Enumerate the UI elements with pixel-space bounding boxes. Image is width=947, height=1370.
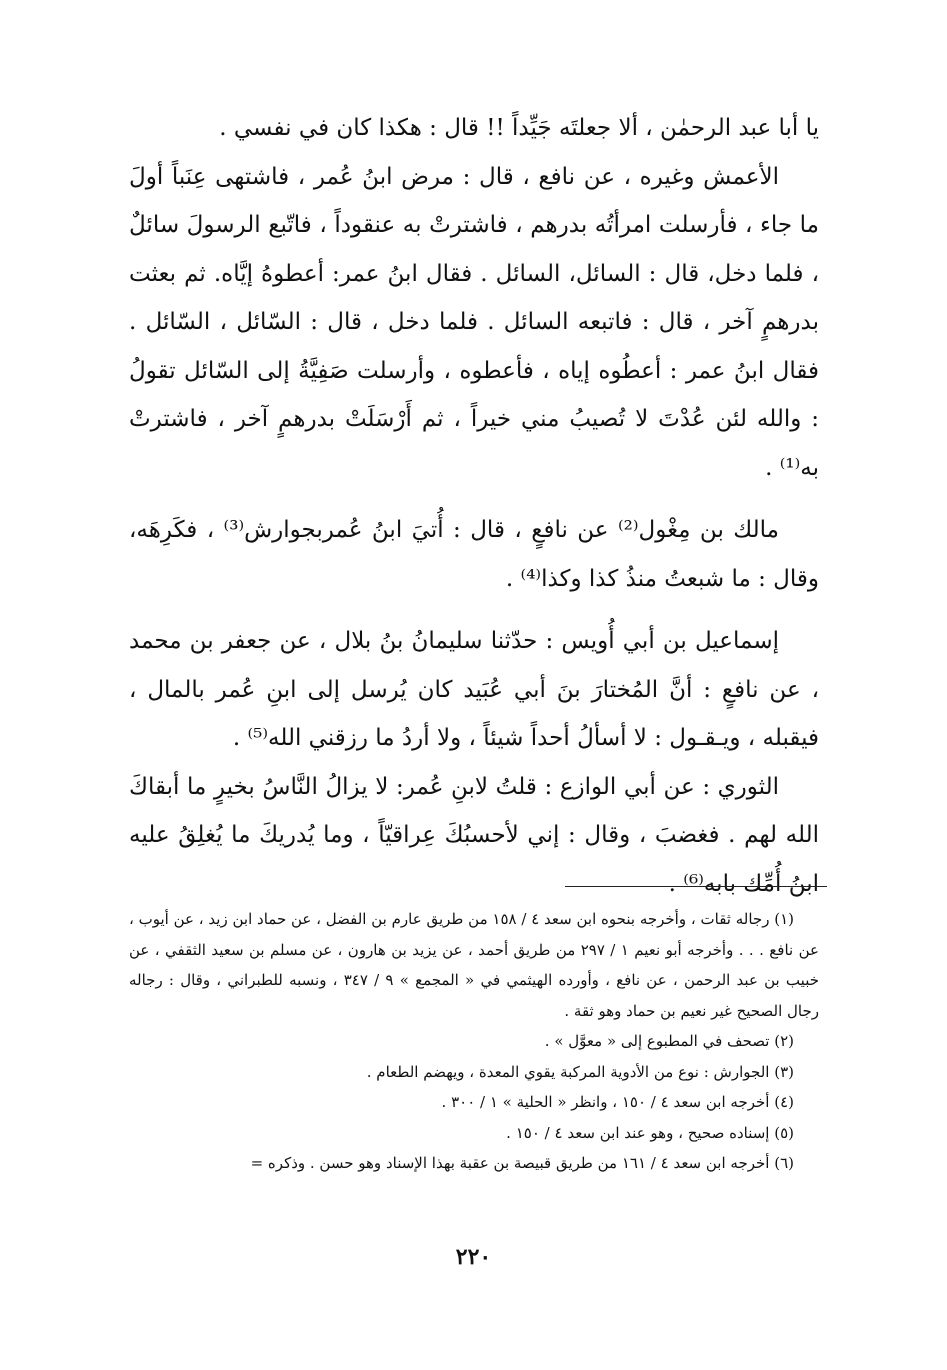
paragraph-4: إسماعيل بن أبي أُويس : حدّثنا سليمانُ بنُ بلال ، عن جعفر بن محمد ، عن نافعٍ : أنَّ المُختارَ بنَ أبي عُبَيد كان يُرسل إلى ابنِ عُمر بالمال ، فيقبله ، ويـقـول : لا أسألُ أحداً شيئاً ، ولا أردُ ما رزقني الله⁽⁵⁾ . [129,628,819,751]
footnotes [129,904,819,1179]
footnote-6: (٦) أخرجه ابن سعد ٤ / ١٦١ من طريق قبيصة بن عقبة بهذا الإسناد وهو حسن . وذكره = [250,1154,794,1172]
footnote-5: (٥) إسناده صحيح ، وهو عند ابن سعد ٤ / ١٥٠ . [506,1123,794,1142]
paragraph-5: الثوري : عن أبي الوازع : قلتُ لابنِ عُمر: لا يزالُ النَّاسُ بخيرٍ ما أبقاكَ الله لهم . فغضبَ ، وقال : إني لأحسبُكَ عِراقيّاً ، وما يُدريكَ ما يُغلِقُ عليه ابنُ أُمِّك بابه⁽⁶⁾ . [129,773,819,897]
main-text [129,104,819,908]
footnote-2: (٢) تصحف في المطبوع إلى « معوَّل » . [544,1032,794,1050]
footnote-3: (٣) الجوارش : نوع من الأدوية المركبة يقوي المعدة ، ويهضم الطعام . [366,1062,794,1081]
paragraph-2: الأعمش وغيره ، عن نافع ، قال : مرض ابنُ عُمر ، فاشتهى عِنَباً أولَ ما جاء ، فأرسلت امرأتُه بدرهم ، فاشترتْ به عنقوداً ، فاتّبع الرسولَ سائلٌ ، فلما دخل، قال : السائل، السائل . فقال ابنُ عمر: أعطوهُ إيَّاه. ثم بعثت بدرهمٍ آخر ، قال : فاتبعه السائل . فلما دخل ، قال : السّائل ، السّائل . فقال ابنُ عمر : أعطُوه إياه ، فأعطوه ، وأرسلت صَفِيَّةُ إلى السّائل تقولُ : والله لئن عُدْتَ لا تُصيبُ مني خيراً ، ثم أَرْسَلَتْ بدرهمٍ آخر ، فاشترتْ به⁽¹⁾ . [129,163,819,481]
page-number: ٢٢٠ [455,1244,492,1270]
footnote-separator [565,886,827,887]
paragraph-1: يا أبا عبد الرحمٰن ، ألا جعلتَه جَيِّداً !! قال : هكذا كان في نفسي . [219,115,819,141]
paragraph-3: مالك بن مِغْول⁽²⁾ عن نافعٍ ، قال : أُتيَ ابنُ عُمربجوارش⁽³⁾ ، فكَرِهَه، وقال : ما شبعتُ منذُ كذا وكذا⁽⁴⁾ . [129,517,819,592]
footnote-4: (٤) أخرجه ابن سعد ٤ / ١٥٠ ، وانظر « الحلية » ١ / ٣٠٠ . [441,1093,794,1111]
footnote-1: (١) رجاله ثقات ، وأخرجه بنحوه ابن سعد ٤ / ١٥٨ من طريق عارم بن الفضل ، عن حماد ابن زيد ، عن أيوب ، عن نافع . . . وأخرجه أبو نعيم ١ / ٢٩٧ من طريق أحمد ، عن يزيد بن هارون ، عن مسلم بن سعيد الثقفي ، عن خبيب بن عبد الرحمن ، عن نافع ، وأورده الهيثمي في « المجمع » ٩ / ٣٤٧ ، ونسبه للطبراني ، وقال : رجاله رجال الصحيح غير نعيم بن حماد وهو ثقة . [129,910,819,1020]
